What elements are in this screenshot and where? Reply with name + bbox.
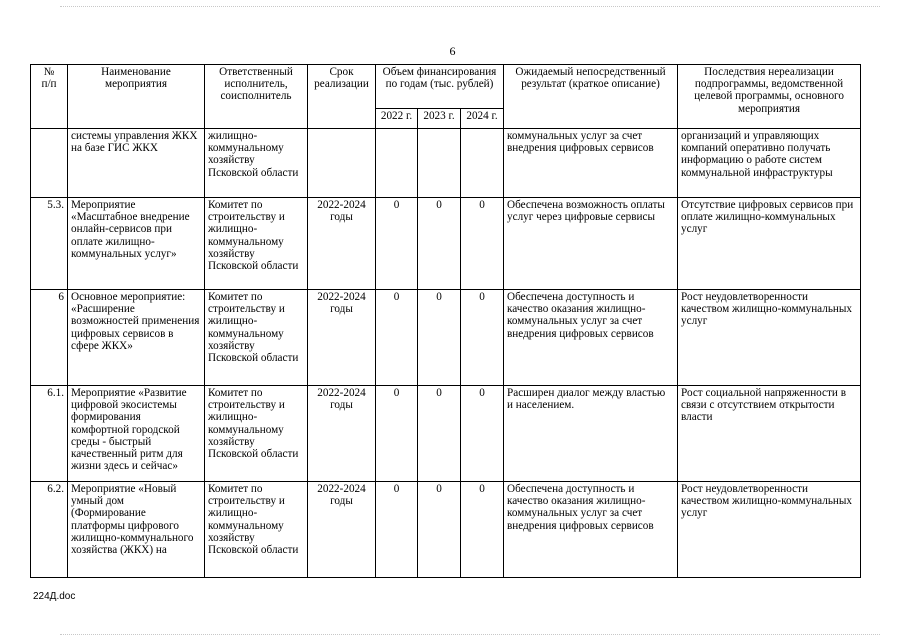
header-result: Ожидаемый непосредственный результат (краткое описание)	[504, 65, 678, 129]
row-name: Мероприятие «Масштабное внедрение онлайн-сервисов при оплате жилищно-коммунальных услуг»	[68, 198, 205, 290]
row-name: Мероприятие «Развитие цифровой экосистемы формирования комфортной городской среды - быстрый качественный ритм для жизни здесь и сейчас»	[68, 386, 205, 482]
row-value-2023	[418, 129, 461, 198]
table-row	[31, 129, 861, 198]
row-consequences: Рост неудовлетворенности качеством жилищно-коммунальных услуг	[678, 482, 861, 578]
row-value-2022: 0	[376, 198, 418, 290]
page-number: 6	[449, 44, 456, 58]
row-result: Расширен диалог между властью и населением.	[504, 386, 678, 482]
header-year-2022: 2022 г.	[376, 109, 418, 129]
row-term	[308, 129, 376, 198]
row-executor: Комитет по строительству и жилищно-коммунальному хозяйству Псковской области	[205, 290, 308, 386]
row-value-2023: 0	[418, 198, 461, 290]
row-term: 2022-2024 годы	[308, 386, 376, 482]
header-num: № п/п	[31, 65, 68, 129]
row-value-2023: 0	[418, 386, 461, 482]
row-result: коммунальных услуг за счет внедрения цифровых сервисов	[504, 129, 678, 198]
row-consequences: Отсутствие цифровых сервисов при оплате жилищно-коммунальных услуг	[678, 198, 861, 290]
row-value-2024: 0	[461, 198, 504, 290]
row-consequences: Рост социальной напряженности в связи с отсутствием открытости власти	[678, 386, 861, 482]
header-name: Наименование мероприятия	[68, 65, 205, 129]
row-result: Обеспечена доступность и качество оказания жилищно-коммунальных услуг за счет внедрения цифровых сервисов	[504, 290, 678, 386]
row-num: 5.3.	[31, 198, 68, 290]
row-value-2022	[376, 129, 418, 198]
table-row	[31, 482, 861, 578]
row-num: 6	[31, 290, 68, 386]
row-result: Обеспечена возможность оплаты услуг через цифровые сервисы	[504, 198, 678, 290]
table-row	[31, 386, 861, 482]
row-term: 2022-2024 годы	[308, 482, 376, 578]
row-name: системы управления ЖКХ на базе ГИС ЖКХ	[68, 129, 205, 198]
scan-artifact-top	[60, 6, 880, 7]
header-year-2023: 2023 г.	[418, 109, 461, 129]
row-value-2022: 0	[376, 482, 418, 578]
row-executor: Комитет по строительству и жилищно-коммунальному хозяйству Псковской области	[205, 386, 308, 482]
row-name: Мероприятие «Новый умный дом (Формирование платформы цифрового жилищно-коммунального хозяйства (ЖКХ) на	[68, 482, 205, 578]
scan-artifact-bottom	[60, 634, 880, 635]
header-row	[31, 65, 861, 109]
footer-filename: 224Д.doc	[33, 591, 76, 602]
row-num	[31, 129, 68, 198]
row-term: 2022-2024 годы	[308, 198, 376, 290]
row-value-2024: 0	[461, 290, 504, 386]
row-num: 6.1.	[31, 386, 68, 482]
row-term: 2022-2024 годы	[308, 290, 376, 386]
row-executor: жилищно-коммунальному хозяйству Псковской области	[205, 129, 308, 198]
row-name: Основное мероприятие: «Расширение возможностей применения цифровых сервисов в сфере ЖКХ»	[68, 290, 205, 386]
table-row	[31, 198, 861, 290]
header-executor: Ответственный исполнитель, соисполнитель	[205, 65, 308, 129]
row-num: 6.2.	[31, 482, 68, 578]
table-row	[31, 290, 861, 386]
header-consequences: Последствия нереализации подпрограммы, ведомственной целевой программы, основного мероприятия	[678, 65, 861, 129]
row-executor: Комитет по строительству и жилищно-коммунальному хозяйству Псковской области	[205, 482, 308, 578]
row-executor: Комитет по строительству и жилищно-коммунальному хозяйству Псковской области	[205, 198, 308, 290]
row-result: Обеспечена доступность и качество оказания жилищно-коммунальных услуг за счет внедрения цифровых сервисов	[504, 482, 678, 578]
row-value-2024: 0	[461, 482, 504, 578]
header-year-2024: 2024 г.	[461, 109, 504, 129]
row-value-2022: 0	[376, 290, 418, 386]
row-consequences: организаций и управляющих компаний оперативно получать информацию о работе систем коммунальной инфраструктуры	[678, 129, 861, 198]
row-value-2023: 0	[418, 482, 461, 578]
header-term: Срок реализации	[308, 65, 376, 129]
program-table	[30, 64, 861, 578]
row-value-2024: 0	[461, 386, 504, 482]
row-value-2024	[461, 129, 504, 198]
header-funding: Объем финансирования по годам (тыс. рублей)	[376, 65, 504, 109]
row-value-2023: 0	[418, 290, 461, 386]
row-value-2022: 0	[376, 386, 418, 482]
row-consequences: Рост неудовлетворенности качеством жилищно-коммунальных услуг	[678, 290, 861, 386]
